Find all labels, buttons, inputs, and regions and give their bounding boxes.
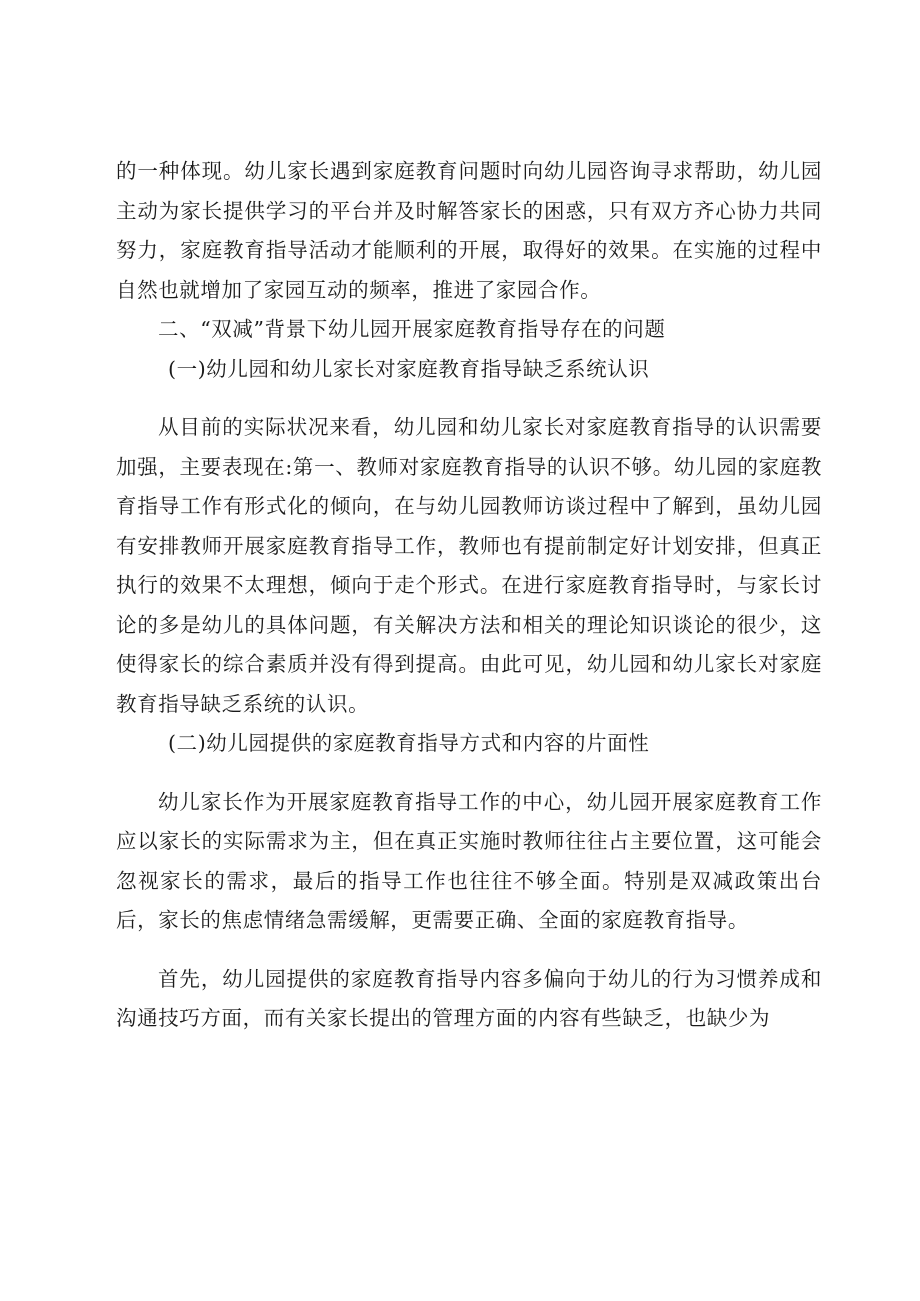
section-heading: 二、“双减”背景下幼儿园开展家庭教育指导存在的问题 (158, 317, 666, 341)
document-body (116, 152, 822, 1039)
paragraph-body-3: 首先，幼儿园提供的家庭教育指导内容多偏向于幼儿的行为习惯养成和沟通技巧方面，而有关家长提出的管理方面的内容有些缺乏，也缺少为 (116, 966, 822, 1030)
paragraph-body-2: 幼儿家长作为开展家庭教育指导工作的中心，幼儿园开展家庭教育工作应以家长的实际需求为主，但在真正实施时教师往往占主要位置，这可能会忽视家长的需求，最后的指导工作也往往不够全面。特别是双减政策出台后，家长的焦虑情绪急需缓解，更需要正确、全面的家庭教育指导。 (116, 789, 822, 932)
paragraph-continued: 的一种体现。幼儿家长遇到家庭教育问题时向幼儿园咨询寻求帮助，幼儿园主动为家长提供学习的平台并及时解答家长的困惑，只有双方齐心协力共同努力，家庭教育指导活动才能顺利的开展，取得好的效果。在实施的过程中自然也就增加了家园互动的频率，推进了家园合作。 (116, 159, 822, 302)
paragraph-body-1: 从目前的实际状况来看，幼儿园和幼儿家长对家庭教育指导的认识需要加强，主要表现在:第一、教师对家庭教育指导的认识不够。幼儿园的家庭教育指导工作有形式化的倾向，在与幼儿园教师访谈过程中了解到，虽幼儿园有安排教师开展家庭教育指导工作，教师也有提前制定好计划安排，但真正执行的效果不太理想，倾向于走个形式。在进行家庭教育指导时，与家长讨论的多是幼儿的具体问题，有关解决方法和相关的理论知识谈论的很少，这使得家长的综合素质并没有得到提高。由此可见，幼儿园和幼儿家长对家庭教育指导缺乏系统的认识。 (116, 415, 822, 716)
subsection-heading-1: (一)幼儿园和幼儿家长对家庭教育指导缺乏系统认识 (168, 356, 650, 381)
subsection-heading-2: (二)幼儿园提供的家庭教育指导方式和内容的片面性 (168, 731, 650, 755)
